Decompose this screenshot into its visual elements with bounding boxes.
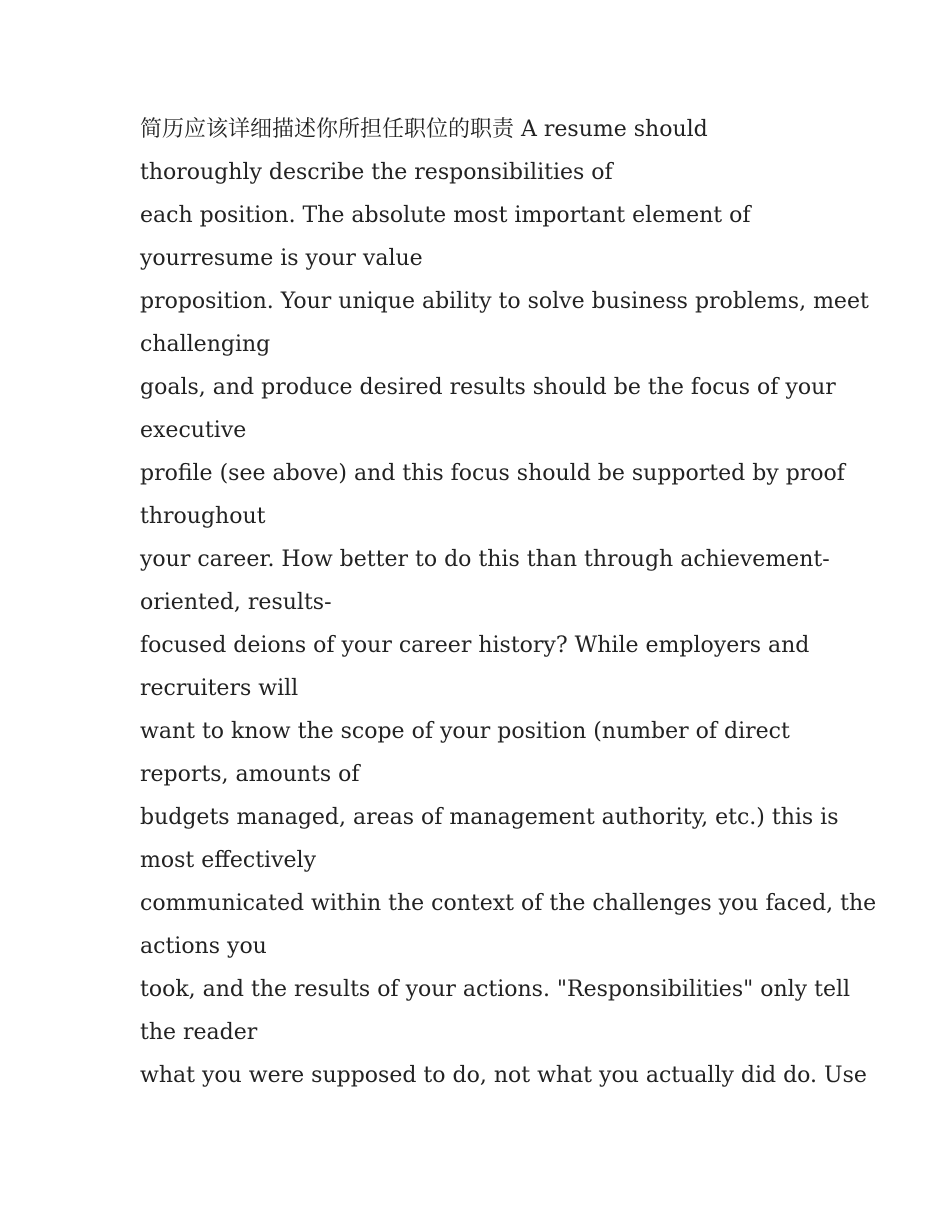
text-line: what you were supposed to do, not what you actually did do. Use xyxy=(140,1063,867,1088)
text-line: budgets managed, areas of management authority, etc.) this is xyxy=(140,805,839,830)
text-line: most effectively xyxy=(140,848,317,873)
text-line: want to know the scope of your position (number of direct xyxy=(140,719,790,744)
text-line: goals, and produce desired results should be the focus of your xyxy=(140,375,836,400)
text-line: throughout xyxy=(140,504,266,529)
text-line: took, and the results of your actions. "Responsibilities" only tell xyxy=(140,977,851,1002)
text-line: your career. How better to do this than through achievement- xyxy=(140,547,830,572)
text-line: executive xyxy=(140,418,247,443)
text-line: reports, amounts of xyxy=(140,762,360,787)
text-line: thoroughly describe the responsibilities of xyxy=(140,160,613,185)
text-line: oriented, results- xyxy=(140,590,332,615)
text-line: recruiters will xyxy=(140,676,299,701)
text-line: the reader xyxy=(140,1020,258,1045)
text-line: proposition. Your unique ability to solve business problems, meet xyxy=(140,289,869,314)
text-line: challenging xyxy=(140,332,271,357)
text-line: each position. The absolute most important element of xyxy=(140,203,751,228)
text-line: actions you xyxy=(140,934,267,959)
text-line: profile (see above) and this focus should be supported by proof xyxy=(140,461,845,486)
text-line: yourresume is your value xyxy=(140,246,423,271)
text-line: 简历应该详细描述你所担任职位的职责 A resume should xyxy=(140,117,708,142)
text-line: focused deions of your career history? While employers and xyxy=(140,633,810,658)
text-line: communicated within the context of the challenges you faced, the xyxy=(140,891,877,916)
body-text xyxy=(140,108,877,1097)
